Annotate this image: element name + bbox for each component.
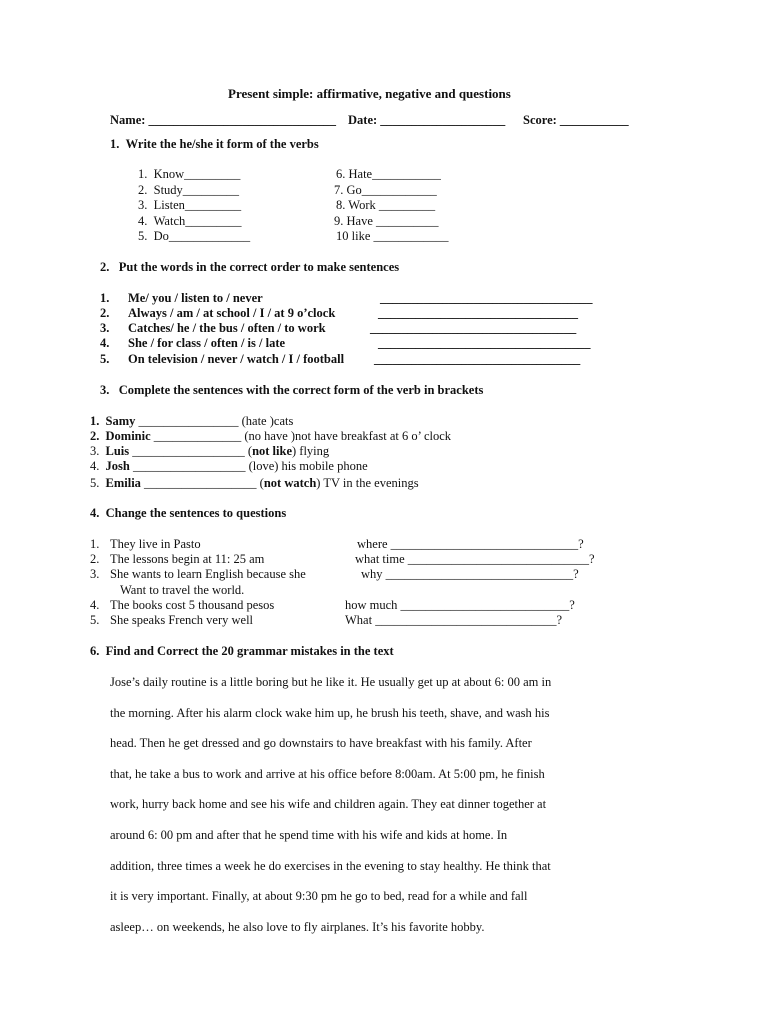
verb-item[interactable]: 2. Study_________ <box>138 183 240 197</box>
verb-hint: not watch <box>263 476 317 490</box>
item-rest: __________________ (love) his mobile phone <box>129 459 368 473</box>
verb-hint: not like <box>252 444 292 458</box>
item-number: 5. <box>90 476 100 490</box>
verb-item[interactable]: 3. Listen_________ <box>138 198 242 212</box>
text-line: around 6: 00 pm and after that he spend time with his wife and kids at home. In <box>110 828 508 842</box>
verb-item[interactable]: 4. Watch_________ <box>138 214 242 228</box>
subject-name: Samy <box>105 414 136 428</box>
item-rest: ______________ (no have )not have breakfast at 6 o’ clock <box>150 429 452 443</box>
answer-blank[interactable]: ________________________________ <box>378 306 578 320</box>
answer-blank[interactable]: _________________________________ <box>374 352 581 366</box>
item-pre: __________________ ( <box>129 444 253 458</box>
item-number: 3. <box>100 321 110 335</box>
text-line: head. Then he get dressed and go downstairs to have breakfast with his family. After <box>110 736 532 750</box>
completion-item[interactable] <box>90 476 419 491</box>
statement-continued: Want to travel the world. <box>120 583 245 597</box>
section-3-heading: 3. Complete the sentences with the correct form of the verb in brackets <box>100 383 484 397</box>
section-2-heading: 2. Put the words in the correct order to make sentences <box>100 260 400 274</box>
item-number: 4. <box>90 598 100 612</box>
section-4-heading: 4. Change the sentences to questions <box>90 506 287 520</box>
question-blank[interactable]: what time _____________________________? <box>355 552 595 566</box>
item-number: 5. <box>90 613 100 627</box>
text-line: work, hurry back home and see his wife and children again. They eat dinner together at <box>110 797 547 811</box>
statement: She wants to learn English because she <box>110 567 306 581</box>
text-line: addition, three times a week he do exercises in the evening to stay healthy. He think that <box>110 859 551 873</box>
item-number: 3. <box>90 444 100 458</box>
sentence-words: Me/ you / listen to / never <box>128 291 263 305</box>
sentence-words: On television / never / watch / I / football <box>128 352 345 366</box>
verb-item[interactable]: 9. Have __________ <box>334 214 439 228</box>
sentence-words: Always / am / at school / I / at 9 o’clock <box>128 306 336 320</box>
item-number: 5. <box>100 352 110 366</box>
statement: She speaks French very well <box>110 613 254 627</box>
verb-item[interactable]: 5. Do_____________ <box>138 229 251 243</box>
item-post: ) TV in the evenings <box>316 476 419 490</box>
section-6-heading: 6. Find and Correct the 20 grammar mistakes in the text <box>90 644 394 658</box>
subject-name: Dominic <box>105 429 151 443</box>
name-field[interactable]: Name: ______________________________ <box>110 113 337 127</box>
verb-item[interactable]: 6. Hate___________ <box>336 167 441 181</box>
score-field[interactable]: Score: ___________ <box>523 113 629 127</box>
subject-name: Josh <box>105 459 130 473</box>
verb-item[interactable]: 10 like ____________ <box>336 229 449 243</box>
statement: They live in Pasto <box>110 537 201 551</box>
completion-item[interactable] <box>90 459 368 474</box>
text-line: that, he take a bus to work and arrive at his office before 8:00am. At 5:00 pm, he finish <box>110 767 545 781</box>
question-blank[interactable]: why ______________________________? <box>361 567 579 581</box>
item-number: 2. <box>100 306 110 320</box>
text-line: it is very important. Finally, at about 9:30 pm he go to bed, read for a while and fall <box>110 889 528 903</box>
verb-item[interactable]: 1. Know_________ <box>138 167 241 181</box>
item-number: 4. <box>90 459 100 473</box>
question-blank[interactable]: where ______________________________? <box>357 537 584 551</box>
text-line: Jose’s daily routine is a little boring but he like it. He usually get up at about 6: 00 am in <box>110 675 552 689</box>
completion-item[interactable] <box>90 414 293 429</box>
verb-item[interactable]: 8. Work _________ <box>336 198 436 212</box>
answer-blank[interactable]: __________________________________ <box>378 336 591 350</box>
answer-blank[interactable]: __________________________________ <box>380 291 593 305</box>
question-blank[interactable]: What _____________________________? <box>345 613 562 627</box>
answer-blank[interactable]: _________________________________ <box>370 321 577 335</box>
item-number: 2. <box>90 552 100 566</box>
item-number: 4. <box>100 336 110 350</box>
item-post: ) flying <box>292 444 330 458</box>
date-field[interactable]: Date: ____________________ <box>348 113 506 127</box>
sentence-words: Catches/ he / the bus / often / to work <box>128 321 326 335</box>
worksheet-title: Present simple: affirmative, negative and questions <box>228 86 511 101</box>
text-line: the morning. After his alarm clock wake him up, he brush his teeth, shave, and wash his <box>110 706 550 720</box>
item-number: 1. <box>100 291 110 305</box>
completion-item[interactable] <box>90 429 451 444</box>
statement: The lessons begin at 11: 25 am <box>110 552 265 566</box>
question-blank[interactable]: how much ___________________________? <box>345 598 575 612</box>
item-number: 2. <box>90 429 100 443</box>
item-number: 3. <box>90 567 100 581</box>
item-number: 1. <box>90 414 100 428</box>
verb-item[interactable]: 7. Go____________ <box>334 183 437 197</box>
text-line: asleep… on weekends, he also love to fly airplanes. It’s his favorite hobby. <box>110 920 485 934</box>
item-pre: __________________ ( <box>140 476 264 490</box>
subject-name: Luis <box>105 444 130 458</box>
sentence-words: She / for class / often / is / late <box>128 336 286 350</box>
subject-name: Emilia <box>105 476 141 490</box>
section-1-heading: 1. Write the he/she it form of the verbs <box>110 137 319 151</box>
statement: The books cost 5 thousand pesos <box>110 598 275 612</box>
item-rest: ________________ (hate )cats <box>135 414 294 428</box>
item-number: 1. <box>90 537 100 551</box>
completion-item[interactable] <box>90 444 329 459</box>
